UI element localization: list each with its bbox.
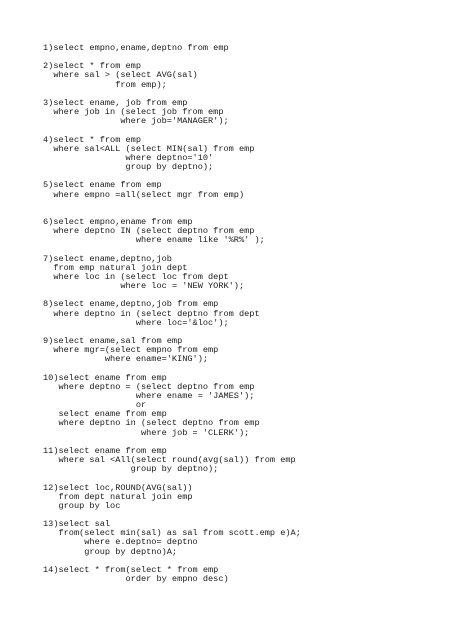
code-line: where deptno in (select deptno from dept [43,308,260,319]
code-line: where ename = 'JAMES'); [43,390,255,401]
code-line: 2)select * from emp [43,61,141,72]
code-line: group by deptno)A; [43,546,178,557]
code-line: where deptno IN (select deptno from emp [43,226,255,237]
sql-query-listing [43,44,301,584]
code-line: 12)select loc,ROUND(AVG(sal)) [43,482,193,493]
blank-line [43,200,301,209]
code-line: 6)select empno,ename from emp [43,216,193,227]
code-line: where ename like '%R%' ); [43,235,265,246]
code-line: where mgr=(select empno from emp [43,345,219,356]
code-line: group by loc [43,500,121,511]
code-line: where loc = 'NEW YORK'); [43,281,245,292]
code-line: where deptno = (select deptno from emp [43,381,255,392]
code-line: where job='MANAGER'); [43,116,229,127]
code-line: 4)select * from emp [43,134,141,145]
code-line: where empno =all(select mgr from emp) [43,189,245,200]
code-line: where ename='KING'); [43,354,209,365]
code-line: 10)select ename from emp [43,372,167,383]
code-line: 5)select ename from emp [43,180,162,191]
code-line: from emp natural join dept [43,262,188,273]
code-line: where sal > (select AVG(sal) [43,70,198,81]
code-line: group by deptno); [43,162,214,173]
code-line: from emp); [43,79,167,90]
code-line: where job = 'CLERK'); [43,427,250,438]
code-line: 3)select ename, job from emp [43,97,188,108]
code-line: 13)select sal [43,519,111,530]
code-line: 11)select ename from emp [43,445,167,456]
code-line: 1)select empno,ename,deptno from emp [43,43,229,53]
code-line: where sal <All(select round(avg(sal)) from emp [43,455,296,466]
code-line: or [43,400,147,411]
code-line: where loc in (select loc from dept [43,271,229,282]
code-line: from dept natural join emp [43,491,193,502]
code-line: 8)select ename,deptno,job from emp [43,299,219,310]
code-line: where loc='&loc'); [43,317,229,328]
code-line: from(select min(sal) as sal from scott.emp e)A; [43,528,301,539]
code-line: where e.deptno= deptno [43,537,198,548]
code-line: where deptno='10' [43,152,214,163]
code-line: where deptno in (select deptno from emp [43,418,260,429]
code-line: where job in (select job from emp [43,107,224,118]
code-line: group by deptno); [43,464,219,475]
code-line: order by empno desc) [43,574,229,585]
code-line: where sal<ALL (select MIN(sal) from emp [43,143,255,154]
code-line: 7)select ename,deptno,job [43,253,172,264]
code-line: select ename from emp [43,409,167,420]
code-line: 14)select * from(select * from emp [43,564,219,575]
code-line: 9)select ename,sal from emp [43,336,183,346]
